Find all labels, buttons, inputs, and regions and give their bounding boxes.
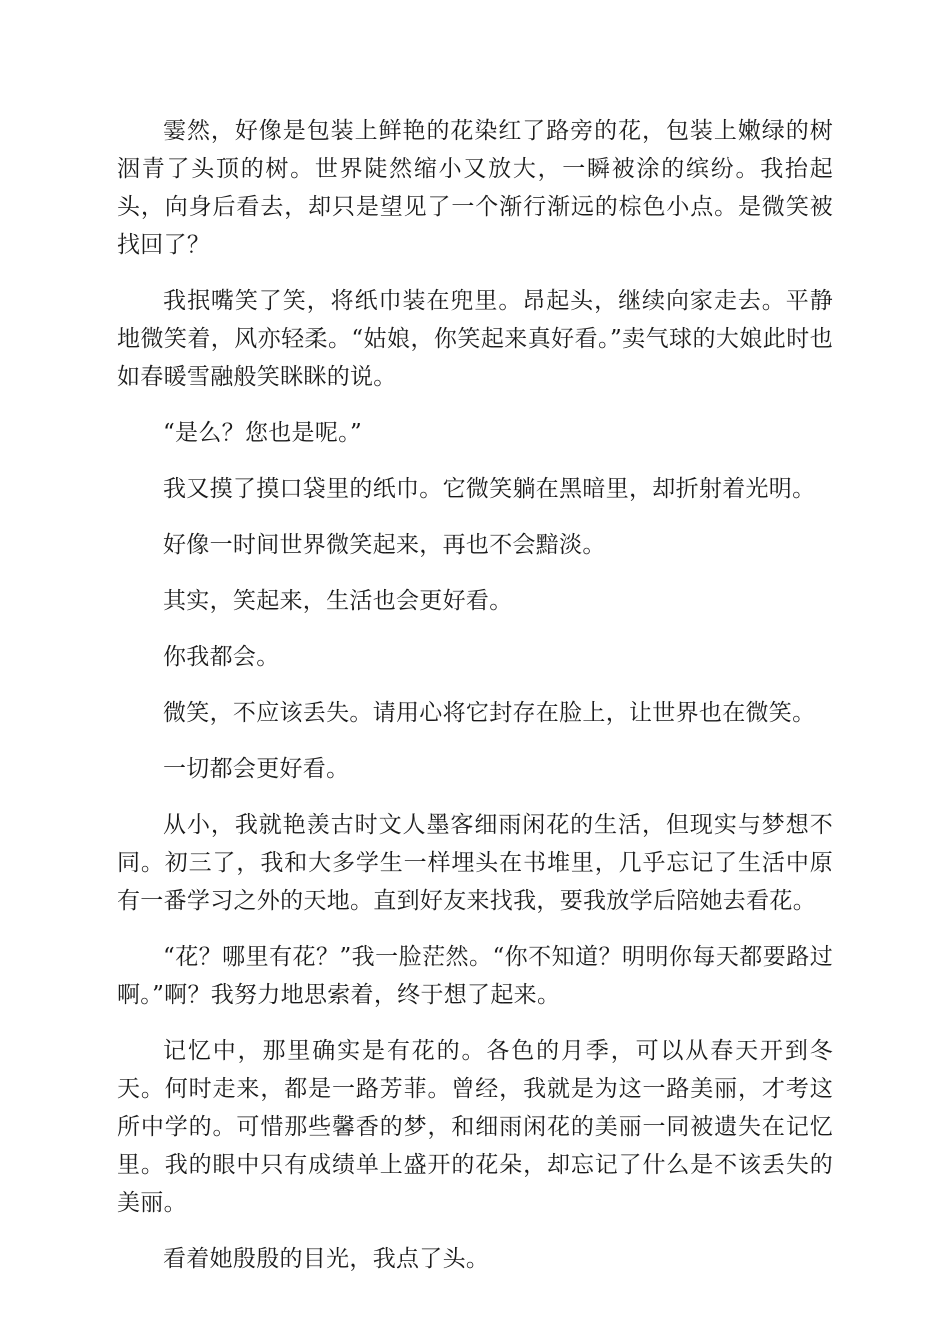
paragraph: 好像一时间世界微笑起来，再也不会黯淡。 — [163, 532, 606, 558]
paragraph: 一切都会更好看。 — [163, 756, 350, 782]
document-body — [117, 112, 833, 1296]
paragraph: “是么？您也是呢。” — [163, 420, 363, 446]
paragraph: 微笑，不应该丢失。请用心将它封存在脸上，让世界也在微笑。 — [163, 700, 816, 726]
paragraph: 霎然，好像是包装上鲜艳的花染红了路旁的花，包装上嫩绿的树洇青了头顶的树。世界陡然缩小又放大，一瞬被涂的缤纷。我抬起头，向身后看去，却只是望见了一个渐行渐远的棕色小点。是微笑被找回了？ — [117, 118, 833, 258]
paragraph: 我抿嘴笑了笑，将纸巾装在兜里。昂起头，继续向家走去。平静地微笑着，风亦轻柔。“姑娘，你笑起来真好看。”卖气球的大娘此时也如春暖雪融般笑眯眯的说。 — [117, 288, 833, 390]
paragraph: “花？哪里有花？”我一脸茫然。“你不知道？明明你每天都要路过啊。”啊？我努力地思索着，终于想了起来。 — [117, 944, 833, 1008]
paragraph: 其实，笑起来，生活也会更好看。 — [163, 588, 513, 614]
paragraph: 从小，我就艳羡古时文人墨客细雨闲花的生活，但现实与梦想不同。初三了，我和大多学生一样埋头在书堆里，几乎忘记了生活中原有一番学习之外的天地。直到好友来找我，要我放学后陪她去看花。 — [117, 812, 833, 914]
paragraph: 你我都会。 — [163, 644, 280, 670]
paragraph: 记忆中，那里确实是有花的。各色的月季，可以从春天开到冬天。何时走来，都是一路芳菲。曾经，我就是为这一路美丽，才考这所中学的。可惜那些馨香的梦，和细雨闲花的美丽一同被遗失在记忆里。我的眼中只有成绩单上盛开的花朵，却忘记了什么是不该丢失的美丽。 — [117, 1038, 833, 1216]
paragraph: 我又摸了摸口袋里的纸巾。它微笑躺在黑暗里，却折射着光明。 — [163, 476, 816, 502]
paragraph: 看着她殷殷的目光，我点了头。 — [163, 1246, 490, 1272]
